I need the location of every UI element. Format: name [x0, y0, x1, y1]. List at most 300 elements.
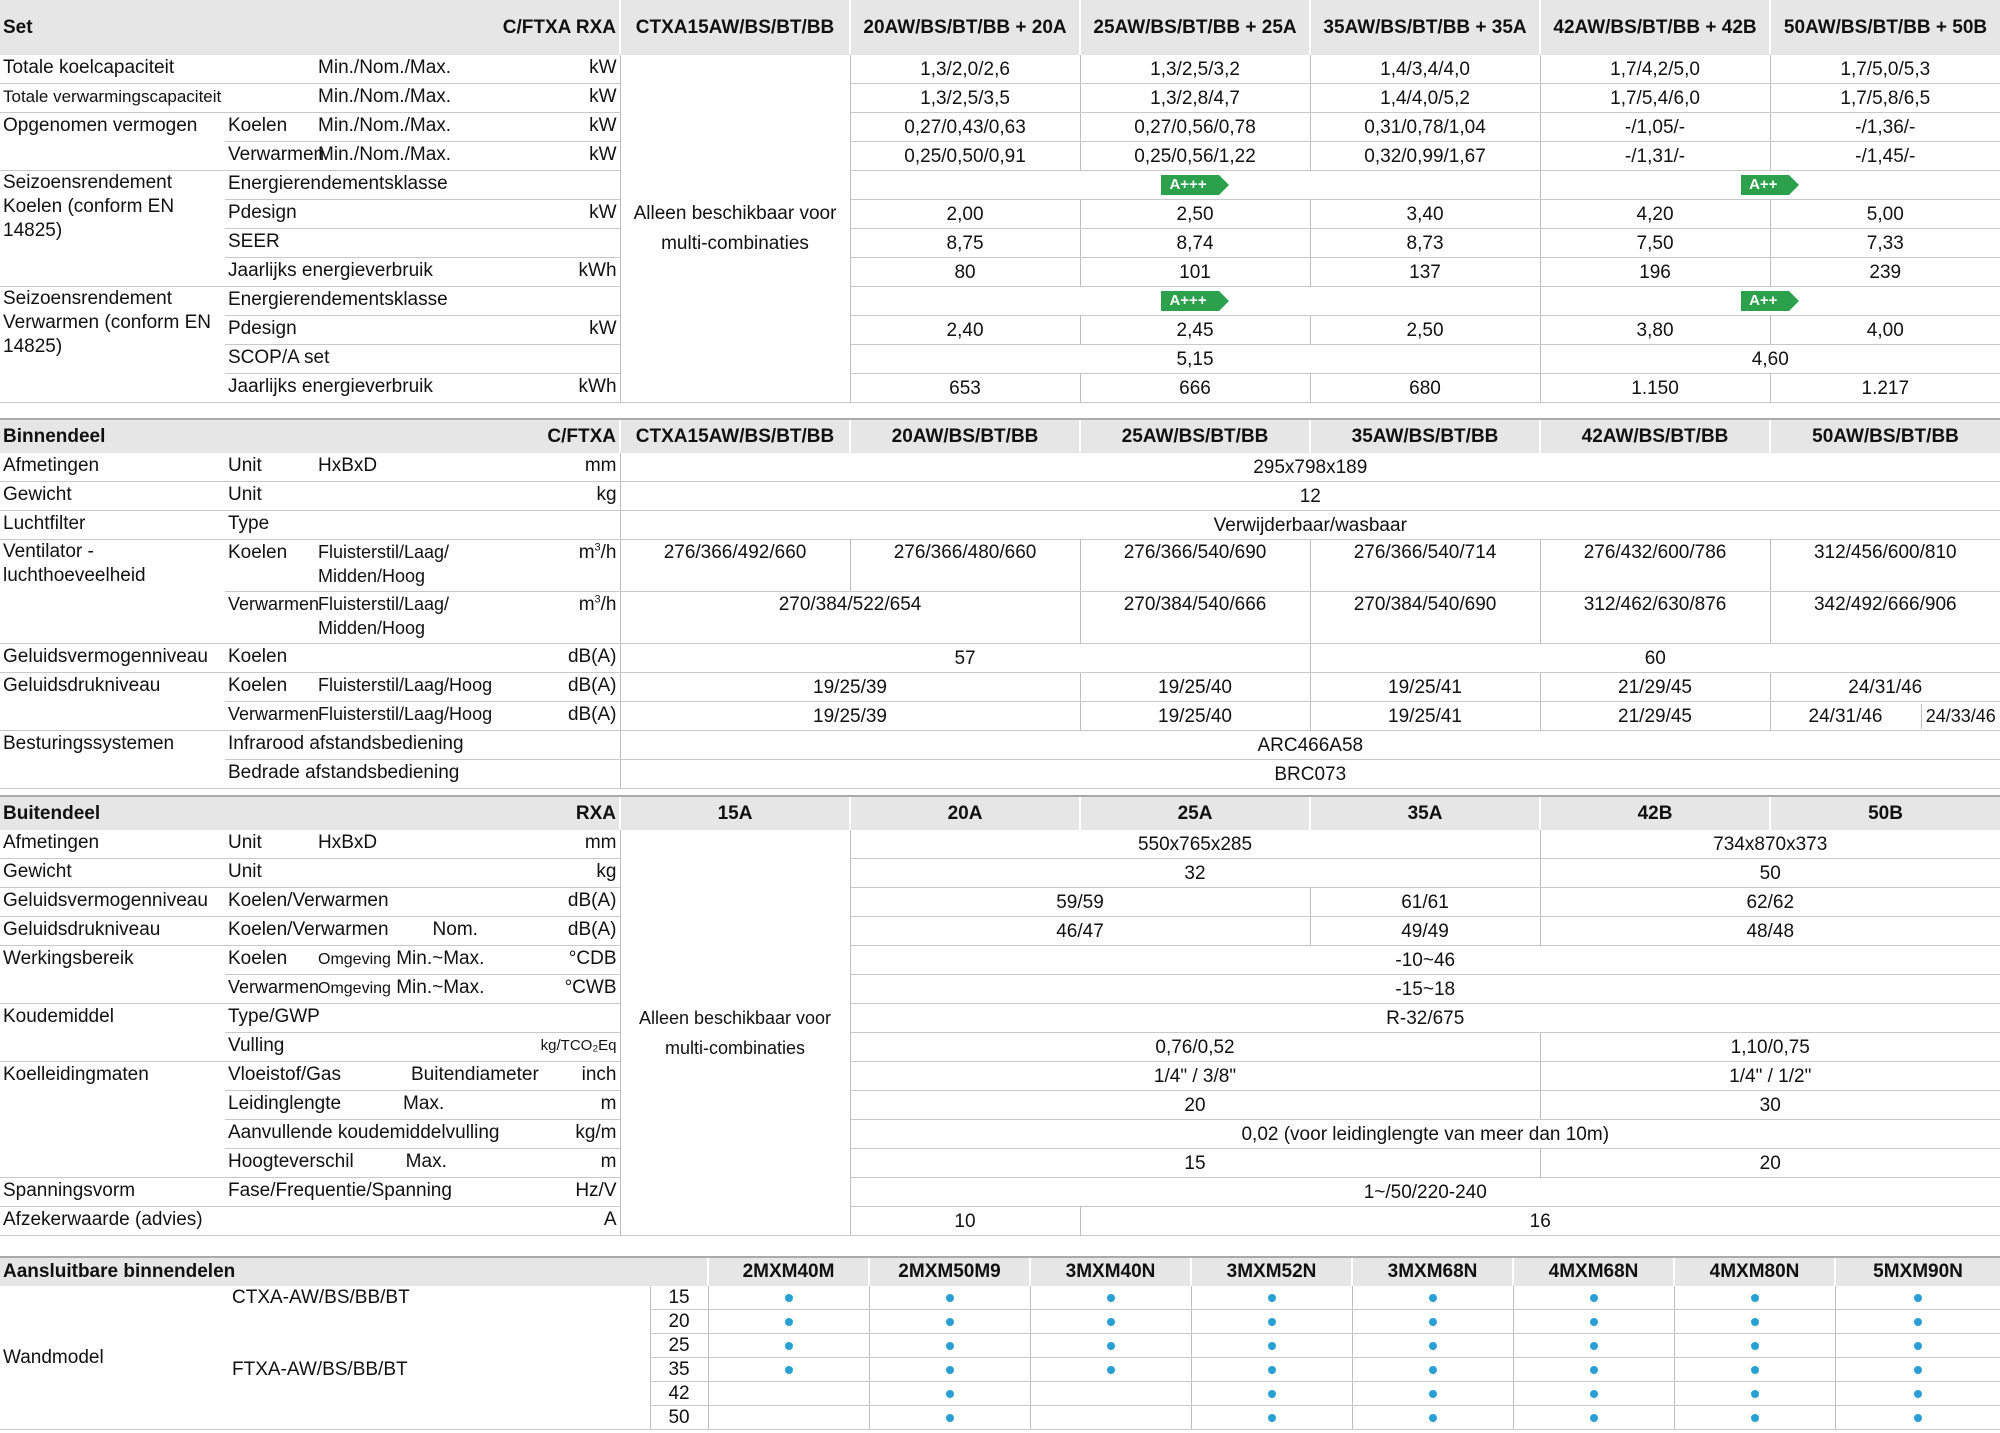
row-sub: SEER — [225, 229, 620, 258]
compat-cell — [1030, 1382, 1191, 1406]
table-row — [0, 1091, 2000, 1120]
row-label: Koudemiddel — [0, 1004, 225, 1062]
compatible-dot-icon — [1590, 1414, 1598, 1422]
compat-cell — [869, 1310, 1030, 1334]
table-cell: 19/25/40 — [1080, 673, 1310, 702]
table-row — [0, 55, 2000, 84]
row-mode: HxBxD — [315, 453, 485, 482]
size-cell: 20 — [650, 1310, 708, 1334]
compatible-dot-icon — [946, 1294, 954, 1302]
compat-cell — [1191, 1286, 1352, 1310]
not-available-note: Alleen beschikbaar voor multi-combinaties — [620, 830, 850, 1236]
compat-cell — [1513, 1310, 1674, 1334]
row-sub: Unit — [225, 830, 315, 859]
compat-cell — [1674, 1382, 1835, 1406]
table-cell: 5,00 — [1770, 200, 2000, 229]
table-cell: 653 — [850, 374, 1080, 403]
table-cell: 1,4/3,4/4,0 — [1310, 55, 1540, 84]
table-row — [0, 482, 2000, 511]
table-cell: 15 — [850, 1149, 1540, 1178]
col-header: 42AW/BS/BT/BB — [1540, 419, 1770, 453]
row-unit: m — [485, 1149, 620, 1178]
row-unit: dB(A) — [485, 888, 620, 917]
table-cell: 3,40 — [1310, 200, 1540, 229]
compatible-dot-icon — [785, 1294, 793, 1302]
table-cell: 0,25/0,56/1,22 — [1080, 142, 1310, 171]
row-mode: Fluisterstil/Laag/Hoog — [315, 673, 485, 702]
indoor-title: Binnendeel — [0, 419, 315, 453]
compatible-dot-icon — [1107, 1318, 1115, 1326]
col-header: CTXA15AW/BS/BT/BB — [620, 0, 850, 55]
size-cell: 50 — [650, 1406, 708, 1430]
row-label: Geluidsdrukniveau — [0, 673, 225, 731]
col-header: 20AW/BS/BT/BB — [850, 419, 1080, 453]
col-header: 50AW/BS/BT/BB — [1770, 419, 2000, 453]
table-cell: 80 — [850, 258, 1080, 287]
row-sub — [225, 917, 485, 946]
table-cell: 8,75 — [850, 229, 1080, 258]
connectable-table — [0, 1256, 2000, 1430]
col-header: 50B — [1770, 796, 2000, 830]
row-mode — [315, 946, 485, 975]
row-sub: SCOP/A set — [225, 345, 620, 374]
compatible-dot-icon — [1268, 1414, 1276, 1422]
row-label: Afzekerwaarde (advies) — [0, 1207, 485, 1236]
table-cell: 101 — [1080, 258, 1310, 287]
col-header: 20A — [850, 796, 1080, 830]
compatible-dot-icon — [1590, 1342, 1598, 1350]
compat-cell — [708, 1382, 869, 1406]
energy-class-cell — [850, 287, 1540, 316]
table-cell: 19/25/39 — [620, 673, 1080, 702]
table-cell: 12 — [620, 482, 2000, 511]
energy-label-badge: A++ — [1741, 291, 1789, 311]
table-cell: 19/25/39 — [620, 702, 1080, 731]
row-unit: dB(A) — [485, 702, 620, 731]
row-label: Gewicht — [0, 859, 225, 888]
row-sub: Energierendementsklasse — [225, 287, 620, 316]
row-unit: inch — [485, 1062, 620, 1091]
table-row — [0, 673, 2000, 702]
row-unit: dB(A) — [485, 917, 620, 946]
compat-cell — [708, 1334, 869, 1358]
mode-line: Midden/Hoog — [318, 618, 426, 638]
table-cell: -10~46 — [850, 946, 2000, 975]
table-cell: 295x798x189 — [620, 453, 2000, 482]
row-label: Spanningsvorm — [0, 1178, 225, 1207]
table-row — [0, 702, 2000, 731]
table-cell: 2,00 — [850, 200, 1080, 229]
compatible-dot-icon — [785, 1342, 793, 1350]
connectable-title: Aansluitbare binnendelen — [0, 1257, 708, 1286]
table-cell: 680 — [1310, 374, 1540, 403]
col-header: 4MXM68N — [1513, 1257, 1674, 1286]
row-unit: kW — [485, 316, 620, 345]
table-cell: 19/25/41 — [1310, 702, 1540, 731]
table-cell: 666 — [1080, 374, 1310, 403]
compat-cell — [1835, 1334, 2000, 1358]
size-cell: 15 — [650, 1286, 708, 1310]
row-unit: kg — [485, 859, 620, 888]
table-cell: 1,7/5,4/6,0 — [1540, 84, 1770, 113]
table-cell: 57 — [620, 644, 1310, 673]
table-cell: 7,33 — [1770, 229, 2000, 258]
col-header: CTXA15AW/BS/BT/BB — [620, 419, 850, 453]
set-header-row — [0, 0, 2000, 55]
row-label: Afmetingen — [0, 453, 225, 482]
row-sub: Verwarmen — [225, 142, 315, 171]
table-cell: 2,50 — [1310, 316, 1540, 345]
col-header: 35A — [1310, 796, 1540, 830]
table-row — [0, 171, 2000, 200]
mode-line: Fluisterstil/Laag/ — [318, 542, 450, 562]
set-model-label: C/FTXA RXA — [315, 0, 620, 55]
table-cell: 734x870x373 — [1540, 830, 2000, 859]
row-sub: Koelen — [225, 540, 315, 592]
compat-cell — [1835, 1358, 2000, 1382]
compat-cell — [1030, 1406, 1191, 1430]
compat-cell — [869, 1382, 1030, 1406]
compatible-dot-icon — [1429, 1342, 1437, 1350]
row-unit: m — [485, 1091, 620, 1120]
table-row — [0, 644, 2000, 673]
table-cell: 550x765x285 — [850, 830, 1540, 859]
row-sub: Unit — [225, 453, 315, 482]
table-row — [0, 1062, 2000, 1091]
table-row — [0, 258, 2000, 287]
energy-class-cell — [1540, 171, 2000, 200]
compat-cell — [1513, 1358, 1674, 1382]
compat-cell — [1191, 1310, 1352, 1334]
table-cell: 1/4" / 1/2" — [1540, 1062, 2000, 1091]
table-row — [0, 1033, 2000, 1062]
row-unit: mm — [485, 453, 620, 482]
row-unit: dB(A) — [485, 644, 620, 673]
row-sub — [225, 1062, 539, 1091]
row-label: Koelleidingmaten — [0, 1062, 225, 1178]
row-sub: Koelen — [225, 644, 485, 673]
row-sub: Energierendementsklasse — [225, 171, 620, 200]
row-sub: Unit — [225, 482, 485, 511]
table-cell: 137 — [1310, 258, 1540, 287]
row-sub: Type/GWP — [225, 1004, 620, 1033]
compatible-dot-icon — [1751, 1294, 1759, 1302]
row-sub: Koelen — [225, 673, 315, 702]
compatible-dot-icon — [1268, 1294, 1276, 1302]
table-row — [0, 859, 2000, 888]
compat-cell — [1352, 1334, 1513, 1358]
col-header: 35AW/BS/BT/BB + 35A — [1310, 0, 1540, 55]
row-sub: Verwarmen — [225, 592, 315, 644]
table-cell: 61/61 — [1310, 888, 1540, 917]
table-cell: 19/25/41 — [1310, 673, 1540, 702]
energy-label-badge: A+++ — [1161, 291, 1218, 311]
compat-cell — [1191, 1382, 1352, 1406]
table-cell: 24/33/46 — [1921, 704, 2000, 729]
compat-cell — [1835, 1286, 2000, 1310]
table-cell: 16 — [1080, 1207, 2000, 1236]
size-cell: 42 — [650, 1382, 708, 1406]
row-unit: kg/TCO₂Eq — [485, 1033, 620, 1062]
compat-cell — [1674, 1334, 1835, 1358]
row-label: Besturingssystemen — [0, 731, 225, 789]
table-cell: 1,3/2,5/3,2 — [1080, 55, 1310, 84]
col-header: 35AW/BS/BT/BB — [1310, 419, 1540, 453]
outdoor-model-label: RXA — [315, 796, 620, 830]
col-header: 20AW/BS/BT/BB + 20A — [850, 0, 1080, 55]
row-label: Gewicht — [0, 482, 225, 511]
compat-cell — [1352, 1406, 1513, 1430]
table-cell: -/1,36/- — [1770, 113, 2000, 142]
compatible-dot-icon — [946, 1318, 954, 1326]
table-cell: 4,60 — [1540, 345, 2000, 374]
row-label: Geluidsvermogenniveau — [0, 888, 225, 917]
compat-cell — [1030, 1310, 1191, 1334]
row-sub: Type — [225, 511, 620, 540]
row-unit: kW — [485, 113, 620, 142]
set-title: Set — [0, 0, 315, 55]
compat-cell — [1352, 1310, 1513, 1334]
row-mode: Min./Nom./Max. — [315, 84, 485, 113]
table-cell: 1,3/2,5/3,5 — [850, 84, 1080, 113]
row-label: Seizoensrendement Verwarmen (conform EN 14825) — [0, 287, 225, 403]
table-row — [0, 592, 2000, 644]
compatible-dot-icon — [1107, 1294, 1115, 1302]
row-sub: Jaarlijks energieverbruik — [225, 374, 485, 403]
compat-cell — [1674, 1310, 1835, 1334]
row-sub: Koelen — [225, 113, 315, 142]
table-row — [0, 200, 2000, 229]
row-sub: Vulling — [225, 1033, 485, 1062]
compatible-dot-icon — [1268, 1318, 1276, 1326]
row-sub — [225, 1091, 485, 1120]
table-row — [0, 975, 2000, 1004]
table-row — [0, 316, 2000, 345]
compat-cell — [1674, 1358, 1835, 1382]
table-cell: 0,32/0,99/1,67 — [1310, 142, 1540, 171]
table-cell: 312/456/600/810 — [1770, 540, 2000, 592]
table-cell: 24/31/46 — [1808, 705, 1883, 727]
indoor-table — [0, 418, 2000, 789]
row-unit: dB(A) — [485, 673, 620, 702]
row-sub-text: Leidinglengte — [228, 1093, 342, 1114]
table-row — [0, 917, 2000, 946]
row-unit: $m^3/h$ — [485, 540, 620, 592]
connectable-section — [0, 1256, 2000, 1430]
compatible-dot-icon — [946, 1390, 954, 1398]
compat-cell — [1191, 1334, 1352, 1358]
table-cell: 276/366/480/660 — [850, 540, 1080, 592]
row-sub: Jaarlijks energieverbruik — [225, 258, 485, 287]
compatible-dot-icon — [1914, 1294, 1922, 1302]
size-cell: 25 — [650, 1334, 708, 1358]
compatible-dot-icon — [1914, 1342, 1922, 1350]
table-cell: 1,7/5,8/6,5 — [1770, 84, 2000, 113]
col-header: 5MXM90N — [1835, 1257, 2000, 1286]
table-cell: 2,45 — [1080, 316, 1310, 345]
row-mode: Min./Nom./Max. — [315, 142, 485, 171]
table-cell: 1,7/5,0/5,3 — [1770, 55, 2000, 84]
table-cell: 270/384/522/654 — [620, 592, 1080, 644]
indoor-section — [0, 418, 2000, 789]
row-mode — [315, 975, 485, 1004]
row-sub-text: Hoogteverschil — [228, 1151, 354, 1172]
table-row — [0, 142, 2000, 171]
row-sub-text: Vloeistof/Gas — [228, 1064, 341, 1085]
connectable-header-row — [0, 1257, 2000, 1286]
row-label: Opgenomen vermogen — [0, 113, 225, 171]
table-cell: 5,15 — [850, 345, 1540, 374]
compat-cell — [1674, 1406, 1835, 1430]
compat-cell — [1513, 1382, 1674, 1406]
row-unit: kWh — [485, 374, 620, 403]
row-sub: CTXA-AW/BS/BB/BT — [232, 1287, 410, 1308]
table-cell: 4,20 — [1540, 200, 1770, 229]
table-row — [0, 511, 2000, 540]
compat-cell — [1030, 1334, 1191, 1358]
outdoor-header-row — [0, 796, 2000, 830]
row-sub: Koelen — [225, 946, 315, 975]
table-cell: 196 — [1540, 258, 1770, 287]
col-header: 3MXM40N — [1030, 1257, 1191, 1286]
table-row — [0, 540, 2000, 592]
table-cell: 0,31/0,78/1,04 — [1310, 113, 1540, 142]
table-row — [0, 287, 2000, 316]
row-unit: kg/m — [485, 1120, 620, 1149]
indoor-header-row — [0, 419, 2000, 453]
compat-cell — [1352, 1382, 1513, 1406]
table-cell: 1.150 — [1540, 374, 1770, 403]
table-cell: 50 — [1540, 859, 2000, 888]
row-sub: Pdesign — [225, 200, 485, 229]
set-table — [0, 0, 2000, 403]
table-cell: 24/31/46 — [1770, 673, 2000, 702]
compat-cell — [1352, 1358, 1513, 1382]
compatible-dot-icon — [1429, 1390, 1437, 1398]
table-cell: 1~/50/220-240 — [850, 1178, 2000, 1207]
table-row — [0, 113, 2000, 142]
compat-cell — [708, 1310, 869, 1334]
row-unit: Hz/V — [485, 1178, 620, 1207]
table-row — [0, 888, 2000, 917]
table-cell: 2,50 — [1080, 200, 1310, 229]
row-label: Wandmodel — [0, 1286, 232, 1430]
table-cell: 276/366/540/690 — [1080, 540, 1310, 592]
table-cell: 0,27/0,56/0,78 — [1080, 113, 1310, 142]
compat-cell — [869, 1358, 1030, 1382]
compatible-dot-icon — [946, 1414, 954, 1422]
compat-cell — [1835, 1382, 2000, 1406]
row-mode-text: Omgeving — [318, 980, 391, 997]
row-mode — [315, 592, 485, 644]
mode-line: Midden/Hoog — [318, 566, 426, 586]
table-cell: 62/62 — [1540, 888, 2000, 917]
table-cell: 46/47 — [850, 917, 1310, 946]
row-mode-text: Min.~Max. — [396, 948, 485, 969]
table-cell: ARC466A58 — [620, 731, 2000, 760]
unit-text: m — [578, 594, 595, 615]
table-cell: 20 — [850, 1091, 1540, 1120]
col-header: 25AW/BS/BT/BB + 25A — [1080, 0, 1310, 55]
table-row — [0, 1120, 2000, 1149]
mode-line: Fluisterstil/Laag/ — [318, 594, 450, 614]
compatible-dot-icon — [946, 1342, 954, 1350]
table-cell: -/1,31/- — [1540, 142, 1770, 171]
col-header: 25AW/BS/BT/BB — [1080, 419, 1310, 453]
row-mode-text: Max. — [403, 1093, 445, 1114]
table-row — [0, 84, 2000, 113]
table-row — [0, 1286, 2000, 1310]
table-cell: 270/384/540/690 — [1310, 592, 1540, 644]
table-cell: 2,40 — [850, 316, 1080, 345]
row-unit: °CWB — [485, 975, 620, 1004]
table-cell: 239 — [1770, 258, 2000, 287]
table-row — [0, 1149, 2000, 1178]
row-sub: Infrarood afstandsbediening — [225, 731, 620, 760]
compatible-dot-icon — [1590, 1318, 1598, 1326]
compatible-dot-icon — [1107, 1366, 1115, 1374]
table-cell: 0,76/0,52 — [850, 1033, 1540, 1062]
compatible-dot-icon — [1429, 1366, 1437, 1374]
table-cell: 4,00 — [1770, 316, 2000, 345]
row-mode-text: Buitendiameter — [411, 1064, 539, 1085]
row-unit: kW — [485, 200, 620, 229]
row-mode: HxBxD — [315, 830, 485, 859]
row-sub: Fase/Frequentie/Spanning — [225, 1178, 485, 1207]
row-label: Totale verwarmingscapaciteit — [0, 84, 315, 113]
compatible-dot-icon — [1429, 1414, 1437, 1422]
table-cell: BRC073 — [620, 760, 2000, 789]
table-cell: 49/49 — [1310, 917, 1540, 946]
table-row — [0, 760, 2000, 789]
col-header: 15A — [620, 796, 850, 830]
col-header: 25A — [1080, 796, 1310, 830]
outdoor-title: Buitendeel — [0, 796, 315, 830]
table-cell: 19/25/40 — [1080, 702, 1310, 731]
row-label: Werkingsbereik — [0, 946, 225, 1004]
compatible-dot-icon — [1590, 1366, 1598, 1374]
table-row — [0, 1310, 2000, 1334]
compatible-dot-icon — [1914, 1366, 1922, 1374]
compat-cell — [1030, 1358, 1191, 1382]
table-cell: 276/366/540/714 — [1310, 540, 1540, 592]
compatible-dot-icon — [1429, 1318, 1437, 1326]
row-label: Totale koelcapaciteit — [0, 55, 315, 84]
table-cell: 30 — [1540, 1091, 2000, 1120]
compat-cell — [1513, 1406, 1674, 1430]
table-row — [0, 345, 2000, 374]
compat-cell — [1030, 1286, 1191, 1310]
compat-cell — [708, 1286, 869, 1310]
row-sub — [225, 1149, 485, 1178]
table-cell: -15~18 — [850, 975, 2000, 1004]
row-label: Geluidsdrukniveau — [0, 917, 225, 946]
compat-cell — [1513, 1286, 1674, 1310]
row-unit: kg — [485, 482, 620, 511]
table-cell: 7,50 — [1540, 229, 1770, 258]
compatible-dot-icon — [785, 1366, 793, 1374]
row-unit: °CDB — [485, 946, 620, 975]
table-cell: 0,02 (voor leidinglengte van meer dan 10m) — [850, 1120, 2000, 1149]
table-cell: 32 — [850, 859, 1540, 888]
energy-class-cell — [850, 171, 1540, 200]
compat-cell — [869, 1334, 1030, 1358]
row-unit: $m^3/h$ — [485, 592, 620, 644]
compatible-dot-icon — [1268, 1366, 1276, 1374]
compat-cell — [1352, 1286, 1513, 1310]
col-header: 2MXM50M9 — [869, 1257, 1030, 1286]
table-cell: R-32/675 — [850, 1004, 2000, 1033]
